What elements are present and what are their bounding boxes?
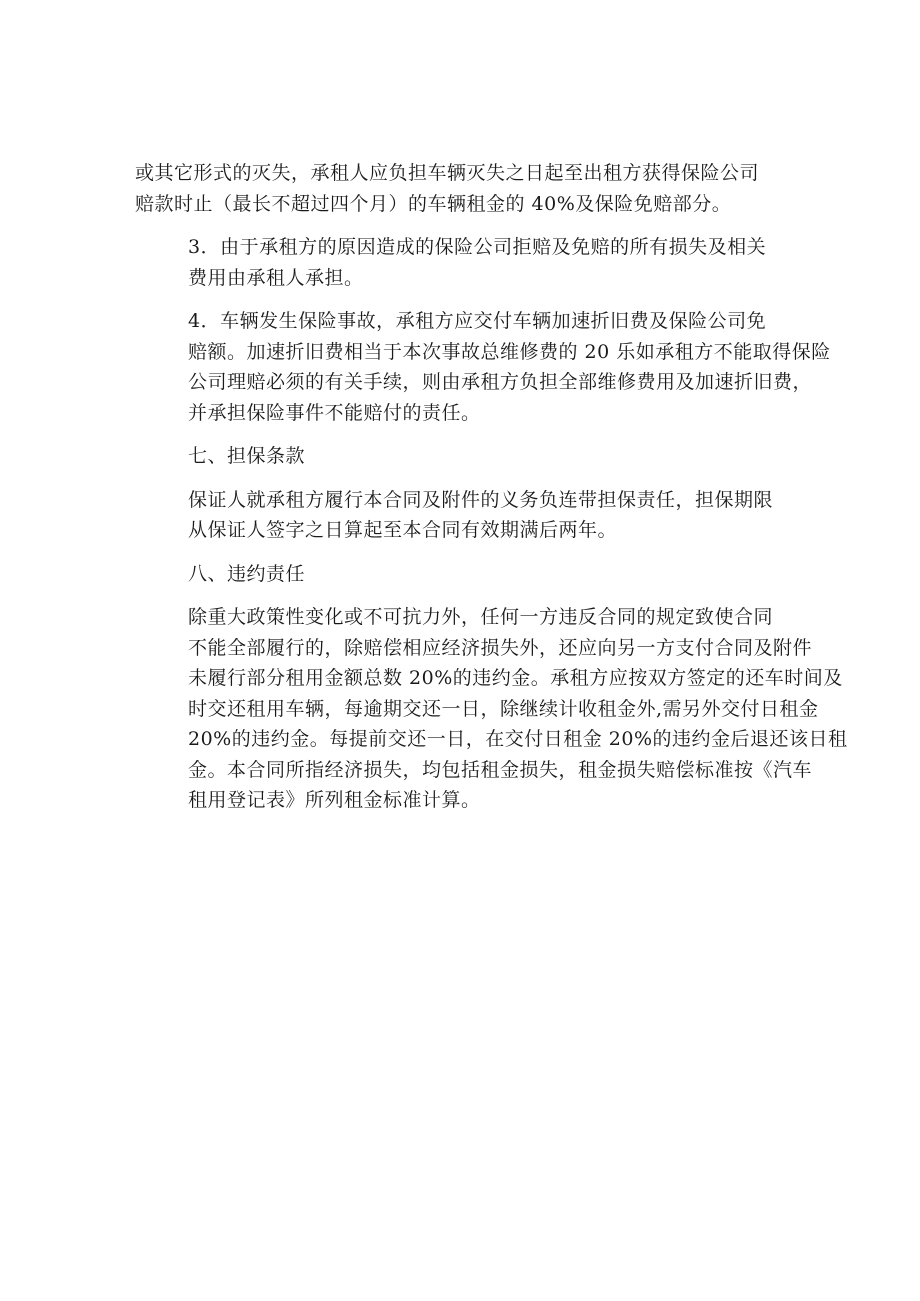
text-line: 赔额。加速折旧费相当于本次事故总维修费的 20 乐如承租方不能取得保险: [188, 340, 831, 363]
text-line: 金。本合同所指经济损失，均包括租金损失，租金损失赔偿标准按《汽车: [188, 758, 813, 781]
text-line: 未履行部分租用金额总数 20%的违约金。承租方应按双方签定的还车时间及: [188, 667, 843, 689]
section-heading-text: 七、担保条款: [188, 445, 306, 467]
document-body: [135, 158, 848, 816]
paragraph-clause-4: [135, 306, 831, 428]
paragraph-clause-3: [135, 232, 795, 293]
paragraph-vehicle-loss-continued: [135, 158, 795, 219]
text-line: 时交还租用车辆，每逾期交还一日，除继续计收租金外,需另外交付日租金: [188, 697, 819, 720]
text-line: 3．由于承租方的原因造成的保险公司拒赔及免赔的所有损失及相关: [188, 236, 767, 258]
text-line: 或其它形式的灭失，承租人应负担车辆灭失之日起至出租方获得保险公司: [135, 162, 760, 184]
text-line: 租用登记表》所列租金标准计算。: [188, 789, 481, 811]
paragraph-breach-terms: [135, 602, 848, 816]
text-line: 保证人就承租方履行本合同及附件的义务负连带担保责任，担保期限: [188, 488, 774, 511]
text-line: 不能全部履行的，除赔偿相应经济损失外，还应向另一方支付合同及附件: [188, 636, 813, 659]
text-line: 4．车辆发生保险事故，承租方应交付车辆加速折旧费及保险公司免: [188, 310, 767, 332]
section-heading-guarantee: [135, 441, 795, 472]
section-heading-breach: [135, 559, 795, 590]
text-line: 从保证人签字之日算起至本合同有效期满后两年。: [188, 519, 618, 541]
text-line: 20%的违约金。每提前交还一日，在交付日租金 20%的违约金后退还该日租: [188, 728, 848, 750]
text-line: 费用由承租人承担。: [188, 266, 364, 289]
text-line: 赔款时止（最长不超过四个月）的车辆租金的 40%及保险免赔部分。: [135, 192, 732, 215]
text-line: 除重大政策性变化或不可抗力外，任何一方违反合同的规定致使合同: [188, 606, 774, 628]
text-line: 并承担保险事件不能赔付的责任。: [188, 401, 481, 424]
section-heading-text: 八、违约责任: [188, 562, 306, 585]
text-line: 公司理赔必须的有关手续，则由承租方负担全部维修费用及加速折旧费，: [188, 371, 813, 393]
paragraph-guarantee-terms: [135, 485, 795, 546]
